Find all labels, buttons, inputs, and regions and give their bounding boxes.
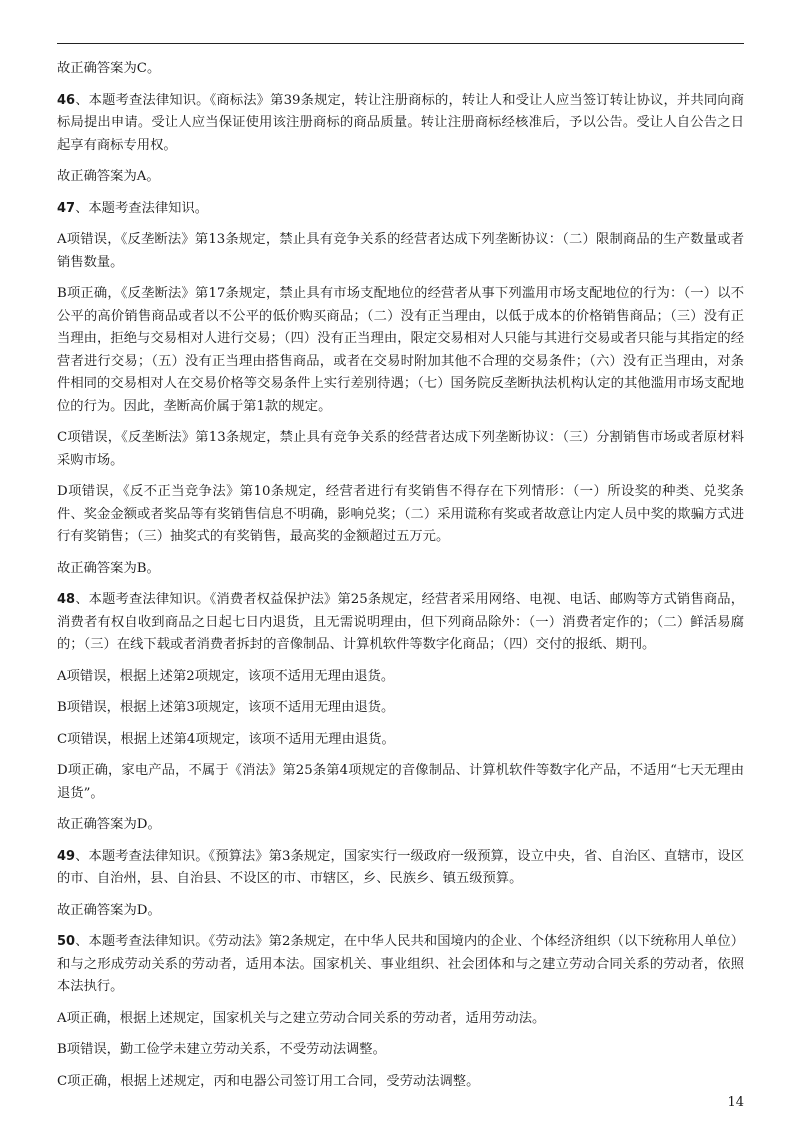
question-number: 50 [57, 934, 76, 949]
question-number: 46 [57, 92, 76, 108]
paragraph: C项正确，根据上述规定，丙和电器公司签订用工合同，受劳动法调整。 [57, 1073, 480, 1089]
paragraph: A项正确，根据上述规定，国家机关与之建立劳动合同关系的劳动者，适用劳动法。 [57, 1010, 546, 1026]
question-number: 47 [57, 200, 76, 216]
paragraph: C项错误，《反垄断法》第13条规定，禁止具有竞争关系的经营者达成下列垄断协议：（三）分割销售市场或者原材料采购市场。 [57, 430, 744, 468]
question-47-explanation: 47、本题考查法律知识。 [57, 200, 209, 216]
paragraph: B项正确，《反垄断法》第17条规定，禁止具有市场支配地位的经营者从事下列滥用市场支配地位的行为：（一）以不公平的高价销售商品或者以不公平的低价购买商品；（二）没有正当理由，以低于成本的价格销售商品；（三）没有正当理由，拒绝与交易相对人进行交易；（四）没有正当理由，限定交易相对人只能与其进行交易或者只能与其指定的经营者进行交易；（五）没有正当理由搭售商品，或者在交易时附加其他不合理的交易条件；（六）没有正当理由，对条件相同的交易相对人在交易价格等交易条件上实行差别待遇；（七）国务院反垄断执法机构认定的其他滥用市场支配地位的行为。因此，垄断高价属于第1款的规定。 [57, 286, 744, 414]
question-49-explanation: 49、本题考查法律知识。《预算法》第3条规定，国家实行一级政府一级预算，设立中央，省、自治区、直辖市，设区的市、自治州，县、自治县、不设区的市、市辖区，乡、民族乡、镇五级预算。 [57, 848, 744, 886]
question-46-explanation: 46、本题考查法律知识。《商标法》第39条规定，转让注册商标的，转让人和受让人应当签订转让协议，并共同向商标局提出申请。受让人应当保证使用该注册商标的商品质量。转让注册商标经核准后，予以公告。受让人自公告之日起享有商标专用权。 [57, 92, 744, 153]
paragraph: 故正确答案为C。 [57, 61, 161, 76]
paragraph: 故正确答案为D。 [57, 902, 161, 918]
header-rule [57, 43, 744, 44]
paragraph: D项正确，家电产品，不属于《消法》第25条第4项规定的音像制品、计算机软件等数字化产品，不适用“七天无理由退货”。 [57, 763, 744, 801]
document-body [57, 58, 744, 1102]
paragraph: C项错误，根据上述第4项规定，该项不适用无理由退货。 [57, 731, 395, 747]
paragraph: B项错误，根据上述第3项规定，该项不适用无理由退货。 [57, 700, 395, 715]
paragraph: A项错误，《反垄断法》第13条规定，禁止具有竞争关系的经营者达成下列垄断协议：（二）限制商品的生产数量或者销售数量。 [57, 232, 744, 270]
page-number: 14 [727, 1095, 744, 1110]
paragraph: B项错误，勤工俭学未建立劳动关系，不受劳动法调整。 [57, 1042, 386, 1057]
question-number: 48 [57, 592, 76, 607]
paragraph: D项错误，《反不正当竞争法》第10条规定，经营者进行有奖销售不得存在下列情形：（一）所设奖的种类、兑奖条件、奖金金额或者奖品等有奖销售信息不明确，影响兑奖；（二）采用谎称有奖或者故意让内定人员中奖的欺骗方式进行有奖销售；（三）抽奖式的有奖销售，最高奖的金额超过五万元。 [57, 484, 744, 544]
question-50-explanation: 50、本题考查法律知识。《劳动法》第2条规定，在中华人民共和国境内的企业、个体经济组织（以下统称用人单位）和与之形成劳动关系的劳动者，适用本法。国家机关、事业组织、社会团体和与之建立劳动合同关系的劳动者，依照本法执行。 [57, 934, 744, 994]
paragraph: 故正确答案为B。 [57, 560, 160, 576]
question-48-explanation: 48、本题考查法律知识。《消费者权益保护法》第25条规定，经营者采用网络、电视、电话、邮购等方式销售商品，消费者有权自收到商品之日起七日内退货，且无需说明理由，但下列商品除外：（一）消费者定作的；（二）鲜活易腐的；（三）在线下载或者消费者拆封的音像制品、计算机软件等数字化商品；（四）交付的报纸、期刊。 [57, 592, 744, 652]
paragraph: 故正确答案为A。 [57, 169, 160, 184]
paragraph: A项错误，根据上述第2项规定，该项不适用无理由退货。 [57, 668, 395, 684]
question-number: 49 [57, 848, 76, 864]
paragraph: 故正确答案为D。 [57, 817, 161, 832]
